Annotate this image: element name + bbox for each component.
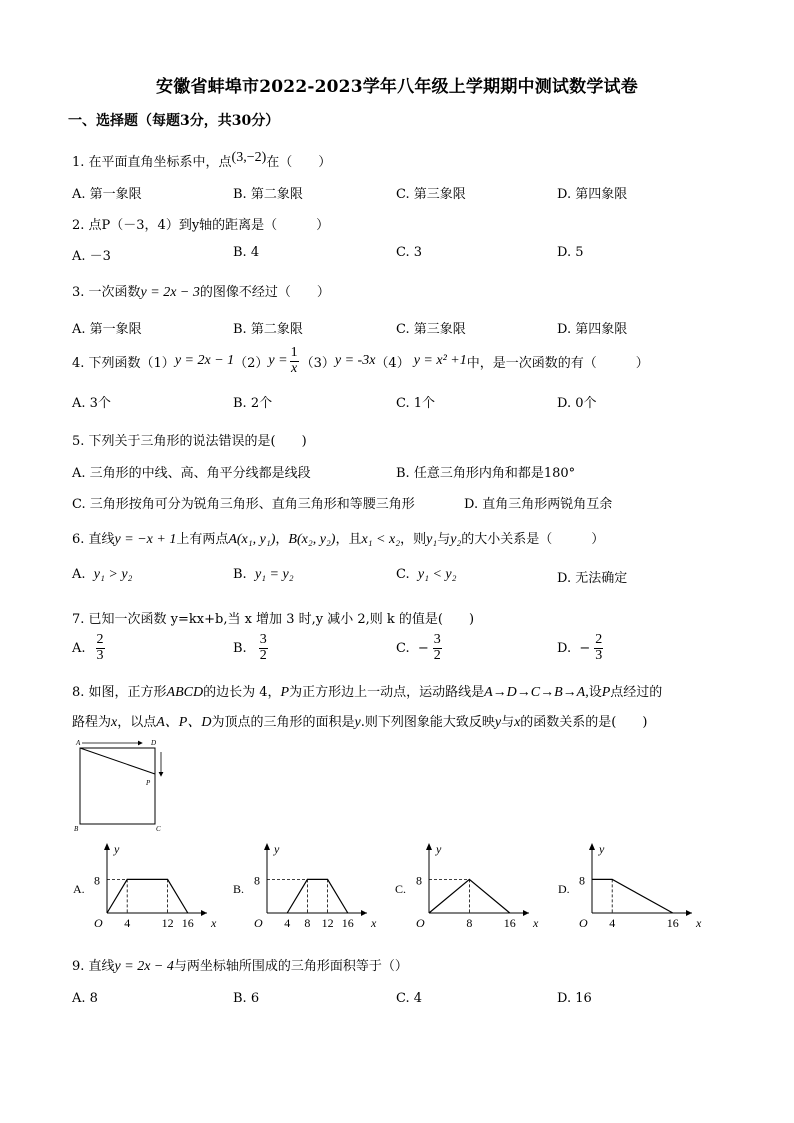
q1-math: (3,−2) <box>231 150 267 165</box>
question-4 <box>72 346 649 376</box>
x-axis-arrow <box>523 910 529 916</box>
q6-c-label: C. <box>396 567 410 582</box>
graph-option-b <box>220 840 380 940</box>
q8-text-4: 设 <box>588 685 602 700</box>
q8-var-x-2: x <box>514 715 521 730</box>
option-letter: B. <box>233 882 245 896</box>
q8-text-10: 与 <box>501 715 515 730</box>
x-axis-label: x <box>696 916 702 930</box>
x-tick-4: 4 <box>609 916 616 930</box>
q4-text: 4. 下列函数（1） <box>72 355 175 371</box>
q6-line: y = −x + 1 <box>114 532 177 547</box>
question-2: 2. 点P（－3，4）到y轴的距离是（ ） <box>72 218 330 233</box>
q7-d-frac <box>594 633 603 663</box>
q7-option-c <box>396 633 444 663</box>
label-b: B <box>74 825 79 833</box>
label-p: P <box>146 779 151 787</box>
q7-c-num: 3 <box>433 632 441 647</box>
y-axis-arrow <box>264 843 270 850</box>
q6-c-math: y₁ < y₂ <box>417 567 457 582</box>
q3-math: y = 2x − 3 <box>140 285 200 300</box>
q8-square-name: ABCD <box>166 685 204 700</box>
q8-text-1: 8. 如图，正方形 <box>72 685 167 700</box>
q5-option-b: B. 任意三角形内角和都是180° <box>396 466 576 481</box>
q4-frac-num: 1 <box>290 345 298 360</box>
x-axis-label: x <box>211 916 217 930</box>
q1-option-d: D. 第四象限 <box>557 187 628 202</box>
option-letter: D. <box>558 882 570 896</box>
series-line <box>592 879 673 913</box>
x-tick-16: 16 <box>341 916 354 930</box>
q4-label-3: （3） <box>300 355 335 371</box>
q4-label-4: （4） <box>375 355 410 371</box>
q9-option-b: B. 6 <box>233 991 260 1006</box>
q6-a-math: y₁ > y₂ <box>93 567 133 582</box>
q8-text-11: 的函数关系的是( ) <box>520 715 648 730</box>
q8-text-6: 路程为 <box>72 715 112 730</box>
y-axis-label: y <box>599 842 605 856</box>
x-axis-arrow <box>201 910 207 916</box>
q6-mid-1: 上有两点 <box>176 532 229 547</box>
q6-y1: y₁ <box>426 532 438 547</box>
q7-c-frac <box>433 633 442 663</box>
q6-option-a <box>72 567 132 583</box>
q6-a-label: A. <box>72 567 86 582</box>
q7-b-frac <box>259 633 268 663</box>
q4-option-a: A. 3个 <box>72 396 111 411</box>
series-line <box>287 879 348 913</box>
x-axis-label: x <box>533 916 539 930</box>
q6-mid-4: ，则 <box>400 532 427 547</box>
q6-tail: 的大小关系是（ ） <box>461 532 605 547</box>
option-letter: A. <box>73 882 85 896</box>
q9-text: 9. 直线 <box>72 959 115 974</box>
q7-b-den: 2 <box>259 647 267 663</box>
x-axis-arrow <box>361 910 367 916</box>
segment-ap <box>80 748 155 774</box>
q9-math: y = 2x − 4 <box>114 959 174 974</box>
q6-mid-3: ，且 <box>335 532 362 547</box>
x-axis-arrow <box>686 910 692 916</box>
y-axis-label: y <box>114 842 120 856</box>
series-line <box>107 879 188 913</box>
q7-b-num: 3 <box>259 632 267 647</box>
q7-d-label: D. − <box>557 640 591 656</box>
q6-point-a: A(x₁, y₁) <box>228 532 276 547</box>
q7-c-den: 2 <box>433 647 441 663</box>
question-8-line-2 <box>72 711 647 731</box>
x-tick-12: 12 <box>161 916 174 930</box>
q2-option-c: C. 3 <box>396 245 423 260</box>
q4-func-4: y = x² +1 <box>413 353 467 369</box>
label-c: C <box>156 825 161 833</box>
y-tick-8: 8 <box>254 873 260 888</box>
question-3 <box>72 281 330 301</box>
page-title: 安徽省蚌埠市2022-2023学年八年级上学期期中测试数学试卷 <box>156 77 638 97</box>
q6-point-b: B(x₂, y₂) <box>288 532 336 547</box>
q8-text-3: 为正方形边上一动点，运动路线是 <box>289 685 485 700</box>
q1-text: 1. 在平面直角坐标系中，点 <box>72 155 232 170</box>
q8-text-2: 的边长为 4， <box>203 685 281 700</box>
q6-b-math: y₁ = y₂ <box>254 567 294 582</box>
label-a: A <box>76 739 81 747</box>
y-tick-8: 8 <box>416 873 422 888</box>
x-axis-label: x <box>371 916 377 930</box>
q8-var-y-2: y <box>494 715 502 730</box>
q7-option-a <box>72 633 107 663</box>
question-6 <box>72 528 604 548</box>
q8-var-x: x <box>111 715 118 730</box>
question-7: 7. 已知一次函数 y=kx+b,当 x 增加 3 时,y 减小 2,则 k 的值是( ) <box>72 612 475 627</box>
q8-text-7: ，以点 <box>117 715 157 730</box>
x-tick-16: 16 <box>181 916 194 930</box>
q4-frac-den: x <box>290 360 298 376</box>
origin-label: O <box>94 916 103 930</box>
q7-a-frac <box>96 633 105 663</box>
q8-route: A→D→C→B→A, <box>484 685 589 700</box>
graph-option-a <box>60 840 220 940</box>
x-tick-16: 16 <box>503 916 516 930</box>
q9-option-d: D. 16 <box>557 991 592 1006</box>
section-heading: 一、选择题（每题3分，共30分） <box>68 113 280 129</box>
q7-c-label: C. − <box>396 640 429 656</box>
question-8-line-1 <box>72 681 662 701</box>
option-letter: C. <box>395 882 407 896</box>
q6-text: 6. 直线 <box>72 532 115 547</box>
q6-option-d: D. 无法确定 <box>557 571 628 586</box>
q7-d-den: 3 <box>595 647 603 663</box>
q3-option-a: A. 第一象限 <box>72 322 142 337</box>
graph-option-c <box>382 840 542 940</box>
q8-var-y: y <box>354 715 361 730</box>
x-tick-8: 8 <box>304 916 311 930</box>
label-d: D <box>151 739 157 747</box>
q1-option-c: C. 第三象限 <box>396 187 466 202</box>
q6-option-b <box>233 567 294 583</box>
y-axis-arrow <box>104 843 110 850</box>
q6-condition: x₁ < x₂ <box>361 532 401 547</box>
q1-option-a: A. 第一象限 <box>72 187 142 202</box>
q5-option-c: C. 三角形按角可分为锐角三角形、直角三角形和等腰三角形 <box>72 497 415 512</box>
q4-fraction <box>290 346 299 376</box>
y-axis-arrow <box>426 843 432 850</box>
q2-option-d: D. 5 <box>557 245 584 260</box>
origin-label: O <box>416 916 425 930</box>
origin-label: O <box>254 916 263 930</box>
q2-option-a: A. －3 <box>72 249 111 264</box>
q9-tail: 与两坐标轴所围成的三角形面积等于（） <box>173 959 408 974</box>
q8-graph-options <box>60 840 760 940</box>
x-tick-12: 12 <box>321 916 334 930</box>
q7-a-den: 3 <box>96 647 104 663</box>
q5-option-d: D. 直角三角形两锐角互余 <box>464 497 613 512</box>
question-9 <box>72 955 408 975</box>
y-axis-label: y <box>274 842 280 856</box>
square-outline <box>80 748 155 824</box>
q7-option-b <box>233 633 270 663</box>
y-tick-8: 8 <box>579 873 585 888</box>
q4-func-3: y = -3x <box>334 353 376 369</box>
q1-tail: 在（ ） <box>266 155 332 170</box>
x-tick-4: 4 <box>124 916 131 930</box>
q7-option-d <box>557 633 605 663</box>
q6-mid-2: ， <box>275 532 289 547</box>
q5-option-a: A. 三角形的中线、高、角平分线都是线段 <box>72 466 311 481</box>
q7-d-num: 2 <box>595 632 603 647</box>
q7-a-label: A. <box>72 640 86 656</box>
q7-b-label: B. <box>233 640 247 656</box>
q8-points: A、P、D <box>156 715 212 730</box>
q4-tail: 中，是一次函数的有（ ） <box>466 355 649 371</box>
q3-tail: 的图像不经过（ ） <box>199 285 330 300</box>
y-tick-8: 8 <box>94 873 100 888</box>
question-5: 5. 下列关于三角形的说法错误的是( ) <box>72 434 307 449</box>
q7-a-num: 2 <box>96 632 104 647</box>
q8-text-8: 为顶点的三角形的面积是 <box>211 715 355 730</box>
q4-option-d: D. 0个 <box>557 396 597 411</box>
q8-text-9: .则下列图象能大致反映 <box>360 715 495 730</box>
q6-option-c <box>396 567 457 583</box>
q8-square-figure <box>70 736 170 836</box>
y-axis-label: y <box>436 842 442 856</box>
q4-option-b: B. 2个 <box>233 396 273 411</box>
q4-func-1: y = 2x − 1 <box>174 353 235 369</box>
q8-point-p: P <box>280 685 290 700</box>
question-1 <box>72 151 331 171</box>
q6-mid-5: 与 <box>437 532 451 547</box>
q8-text-5: 点经过的 <box>610 685 663 700</box>
x-tick-8: 8 <box>466 916 473 930</box>
q9-option-a: A. 8 <box>72 991 98 1006</box>
q6-y2: y₂ <box>450 532 462 547</box>
q2-option-b: B. 4 <box>233 245 260 260</box>
q8-point-p-2: P <box>601 685 611 700</box>
y-axis-arrow <box>589 843 595 850</box>
origin-label: O <box>579 916 588 930</box>
x-tick-4: 4 <box>284 916 291 930</box>
graph-option-d <box>545 840 705 940</box>
x-tick-16: 16 <box>666 916 679 930</box>
q3-option-d: D. 第四象限 <box>557 322 628 337</box>
q4-option-c: C. 1个 <box>396 396 436 411</box>
q4-label-2: （2） <box>234 355 269 371</box>
q6-b-label: B. <box>233 567 247 582</box>
q3-option-b: B. 第二象限 <box>233 322 303 337</box>
q9-option-c: C. 4 <box>396 991 423 1006</box>
q3-option-c: C. 第三象限 <box>396 322 466 337</box>
q4-func-2: y = <box>268 353 288 369</box>
q1-option-b: B. 第二象限 <box>233 187 303 202</box>
q3-text: 3. 一次函数 <box>72 285 141 300</box>
